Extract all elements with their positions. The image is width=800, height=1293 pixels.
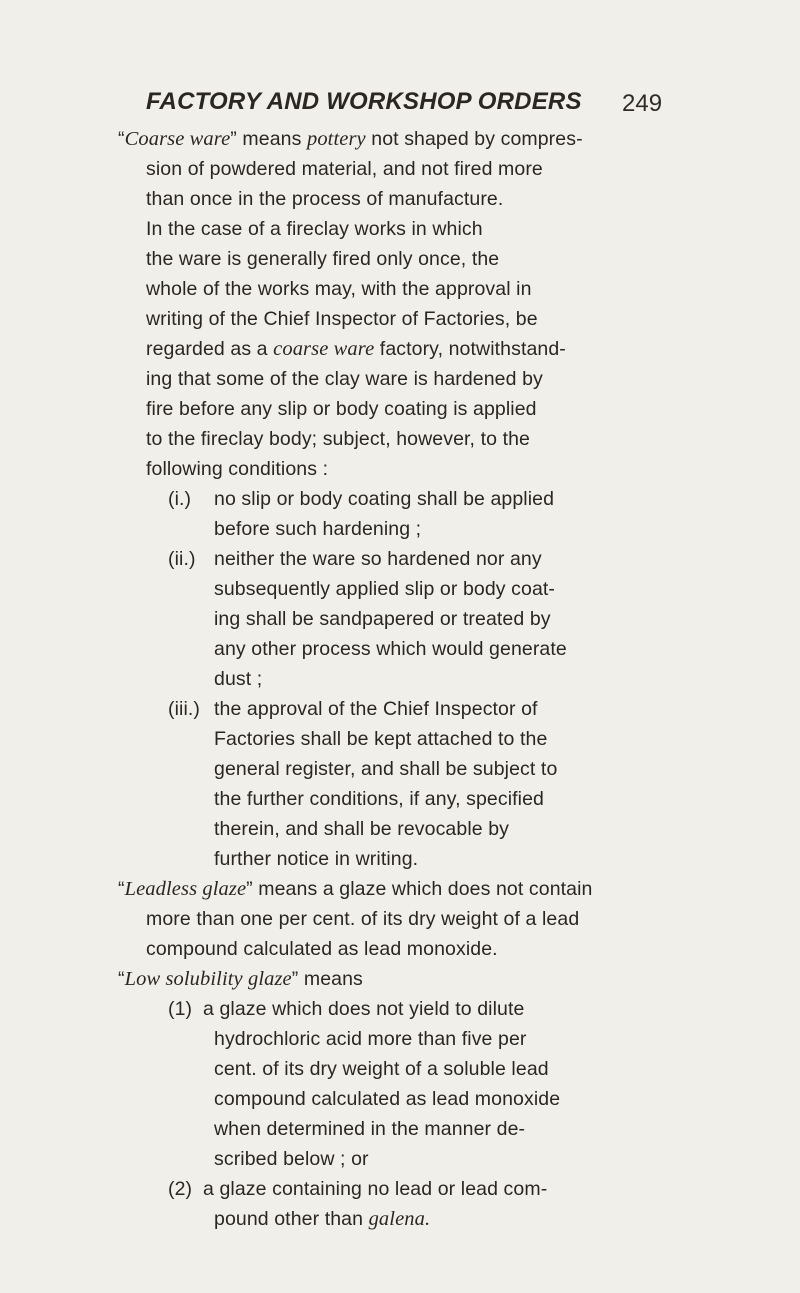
condition-text-line: before such hardening ; [214, 518, 422, 540]
text-line: to the fireclay body; subject, however, to the [146, 428, 530, 450]
condition-text-line: dust ; [214, 668, 263, 690]
low-solubility-glaze-definition-line [118, 966, 363, 992]
item-text-line: cent. of its dry weight of a soluble lead [214, 1058, 549, 1080]
condition-text-line: therein, and shall be revocable by [214, 818, 510, 840]
text-run: regarded as a [146, 338, 274, 360]
item-number: (2) [168, 1178, 193, 1200]
condition-text-line: general register, and shall be subject to [214, 758, 558, 780]
coarse-ware-definition-line [118, 126, 583, 152]
item-text-line: when determined in the manner de- [214, 1118, 526, 1140]
condition-text-line: Factories shall be kept attached to the [214, 728, 548, 750]
text-line: ing that some of the clay ware is hardened by [146, 368, 543, 390]
text-line: In the case of a fireclay works in which [146, 218, 483, 240]
text-line: following conditions : [146, 458, 329, 480]
leadless-glaze-definition-line [118, 876, 593, 902]
condition-text-line: no slip or body coating shall be applied [214, 488, 555, 510]
text-run: factory, notwithstand- [374, 338, 566, 360]
condition-number: (ii.) [168, 548, 196, 570]
condition-number: (i.) [168, 488, 192, 510]
item-text-line: hydrochloric acid more than five per [214, 1028, 527, 1050]
text-line [146, 336, 566, 362]
text-line: writing of the Chief Inspector of Factories, be [146, 308, 538, 330]
close-quote: ” [291, 968, 299, 990]
text-run: means a glaze which does not contain [252, 878, 593, 900]
condition-number: (iii.) [168, 698, 201, 720]
condition-text-line: the further conditions, if any, specified [214, 788, 545, 810]
item-number: (1) [168, 998, 193, 1020]
page-number: 249 [622, 90, 663, 117]
text-line: the ware is generally fired only once, the [146, 248, 500, 270]
text-line: more than one per cent. of its dry weight of a lead [146, 908, 580, 930]
open-quote: “ [118, 968, 125, 990]
italic-term-coarse-ware: coarse ware [273, 338, 375, 360]
condition-text-line: ing shall be sandpapered or treated by [214, 608, 551, 630]
text-run: means [298, 968, 363, 990]
text-run: means [236, 128, 307, 150]
defined-term-coarse-ware: Coarse ware [124, 128, 231, 150]
text-line: than once in the process of manufacture. [146, 188, 504, 210]
item-text-line: a glaze containing no lead or lead com- [203, 1178, 548, 1200]
item-text-line: scribed below ; or [214, 1148, 369, 1170]
open-quote: “ [118, 128, 125, 150]
italic-word-galena: galena. [368, 1208, 431, 1230]
close-quote: ” [230, 128, 237, 150]
defined-term-low-solubility-glaze: Low solubility glaze [124, 968, 292, 990]
text-line: sion of powdered material, and not fired more [146, 158, 543, 180]
condition-text-line: neither the ware so hardened nor any [214, 548, 542, 570]
defined-term-leadless-glaze: Leadless glaze [124, 878, 247, 900]
text-line: whole of the works may, with the approval in [146, 278, 532, 300]
open-quote: “ [118, 878, 125, 900]
condition-text-line: the approval of the Chief Inspector of [214, 698, 538, 720]
text-line: fire before any slip or body coating is applied [146, 398, 537, 420]
close-quote: ” [246, 878, 253, 900]
text-line: compound calculated as lead monoxide. [146, 938, 498, 960]
text-run: pound other than [214, 1208, 369, 1230]
item-text-line [214, 1206, 430, 1232]
text-run: not shaped by compres- [365, 128, 583, 150]
item-text-line: a glaze which does not yield to dilute [203, 998, 525, 1020]
condition-text-line: any other process which would generate [214, 638, 567, 660]
item-text-line: compound calculated as lead monoxide [214, 1088, 561, 1110]
running-title: FACTORY AND WORKSHOP ORDERS [146, 88, 582, 115]
condition-text-line: subsequently applied slip or body coat- [214, 578, 556, 600]
italic-word-pottery: pottery [306, 128, 366, 150]
condition-text-line: further notice in writing. [214, 848, 419, 870]
